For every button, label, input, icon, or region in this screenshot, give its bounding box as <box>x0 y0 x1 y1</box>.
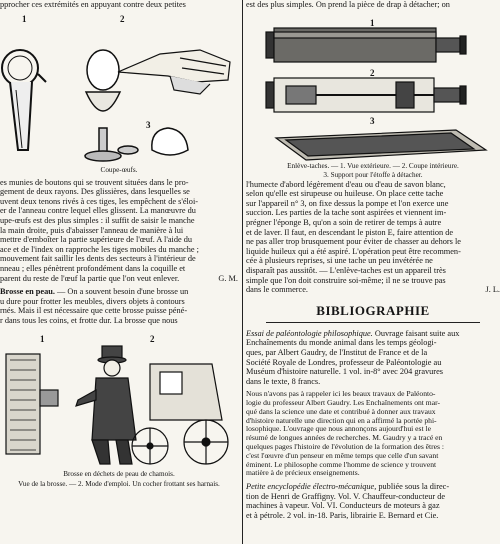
egg-cutter-illustration <box>0 10 238 178</box>
left-column <box>0 0 238 544</box>
right-top-text: est des plus simples. On prend la pièce de drap à détacher; on <box>246 0 450 9</box>
stain-fig-label-3: 3 <box>370 115 375 126</box>
egg-cutter-paragraph: es munies de boutons qui se trouvent situées dans le pro- gement de deux rayons. Des glissières, dans lesquelles se uvent deux tenons rivés à ces tiges, les empêchent de s'éloi- er de l'anneau contre lequel elles glissent. La manœuvre du upe-œufs est des plus simples : il suffit de saisir le manche la main droite, puis d'abaisser l'anneau de manière à lui mettre d'emboîter la partie supérieure de l'œuf. A l'aide du ace et de l'index on rapproche les tiges mobiles du manche ; mouvement fait saillir les dents des secteurs à l'intérieur de nneau ; elles pénètrent profondément dans la coquille et parent du reste de l'œuf la partie que l'on veut enlever. <box>0 177 199 283</box>
right-column <box>246 0 500 544</box>
fig-label-2: 2 <box>120 13 125 24</box>
egg-cutter-figure <box>0 10 238 178</box>
bib-entry-1-text: Ouvrage faisant suite aux Enchaînements du monde animal dans les temps géologi- ques, par Albert Gaudry, de l'Institut de France et de la Société Royale de Londres, professeur de Paléontologie au Muséum d'histoire naturelle. 1 vol. in-8° avec 204 gravures dans le texte, 8 francs. <box>246 328 460 386</box>
brush-caption-2: Vue de la brosse. — 2. Mode d'emploi. Un cocher frottant ses harnais. <box>18 479 220 488</box>
egg-cutter-caption: Coupe-œufs. <box>100 165 138 174</box>
fig-label-1: 1 <box>22 13 27 24</box>
stain-fig-label-2: 2 <box>370 67 375 78</box>
brush-illustration <box>0 330 238 470</box>
bib-entry-1-title: Essai de paléontologie philosophique. <box>246 328 373 338</box>
brush-title: Brosse en peau. <box>0 287 55 297</box>
brush-text: — On a souvent besoin d'une brosse un u dure pour frotter les meubles, divers objets à contours rnés. Mais il est nécessaire que cette brosse puisse péné- r dans tous les coins, et frotte dur. La brosse que nous <box>0 287 189 325</box>
left-top-text: pprocher ces extrémités en appuyant contre deux petites <box>0 0 186 9</box>
column-rule <box>242 0 243 544</box>
stain-remover-illustration <box>246 10 500 180</box>
stain-signature: J. L. <box>485 285 500 295</box>
fig-label-3: 3 <box>146 119 151 130</box>
brush-caption-1: Brosse en déchets de peau de chamois. <box>63 469 175 478</box>
bib-entry-1 <box>246 329 500 387</box>
stain-fig-label-1: 1 <box>370 17 375 28</box>
bib-entry-2-title: Petite encyclopédie électro-mécanique, <box>246 482 377 492</box>
brush-figure <box>0 330 238 500</box>
bib-entry-2-text: publiée sous la direc- tion de Henri de Graffigny. Vol. V. Chauffeur-conducteur de machines à vapeur. Vol. VI. Conducteurs de moteurs à gaz et à pétrole. 2 vol. in-18. Paris, librairie E. Bernard et Cie. <box>246 482 450 521</box>
stain-remover-figure <box>246 10 500 180</box>
bib-entry-2 <box>246 482 500 520</box>
bibliography-heading: BIBLIOGRAPHIE <box>316 302 430 318</box>
egg-cutter-signature: G. M. <box>218 273 238 283</box>
brush-paragraph <box>0 287 238 325</box>
brush-fig-label-1: 1 <box>40 333 45 344</box>
stain-caption-1: Enlève-taches. — 1. Vue extérieure. — 2. Coupe intérieure. <box>287 161 459 170</box>
brush-fig-label-2: 2 <box>150 333 155 344</box>
stain-caption-2: 3. Support pour l'étoffe à détacher. <box>323 170 423 179</box>
stain-paragraph: l'humecte d'abord légèrement d'eau ou d'eau de savon blanc, selon qu'elle est sirupeuse ou huileuse. On place cette tache sur l'appareil n° 3, on fixe dessus la pompe et l'on exerce une succion. Les parties de la tache sont aspirées et viennent im- prégner l'éponge B, qu'on a soin de retirer de temps à autre et de laver. Il faut, en descendant le piston E, faire attention de ne pas aller trop brusquement pour éviter de chasser au dehors le liquide huileux qui a été aspiré. L'opération peut être recommen- cée à plusieurs reprises, si une tache un peu invétérée ne disparaît pas aussitôt. — L'enlève-taches est un appareil très simple que l'on doit construire soi-même; il ne se trouve pas dans le commerce. <box>246 179 461 295</box>
bib-entry-1-note: Nous n'avons pas à rappeler ici les beaux travaux de Paléonto- logie du professeur Albert Gaudry. Les Enchaînements ont mar- qué dans la science une date et contribué à donner aux travaux d'histoire naturelle une direction qui en a affirmé la portée phi- losophique. L'ouvrage que nous annonçons aujourd'hui est le résumé de longues années de recherches. M. Gaudry y a tracé en quelques pages l'histoire de l'évolution de la formation des êtres : c'est l'œuvre d'un penseur en même temps que celle d'un savant éminent. Le philosophe comme l'homme de science y trouvent matière à de précieux enseignements. <box>246 389 445 478</box>
bibliography-rule <box>266 322 480 323</box>
